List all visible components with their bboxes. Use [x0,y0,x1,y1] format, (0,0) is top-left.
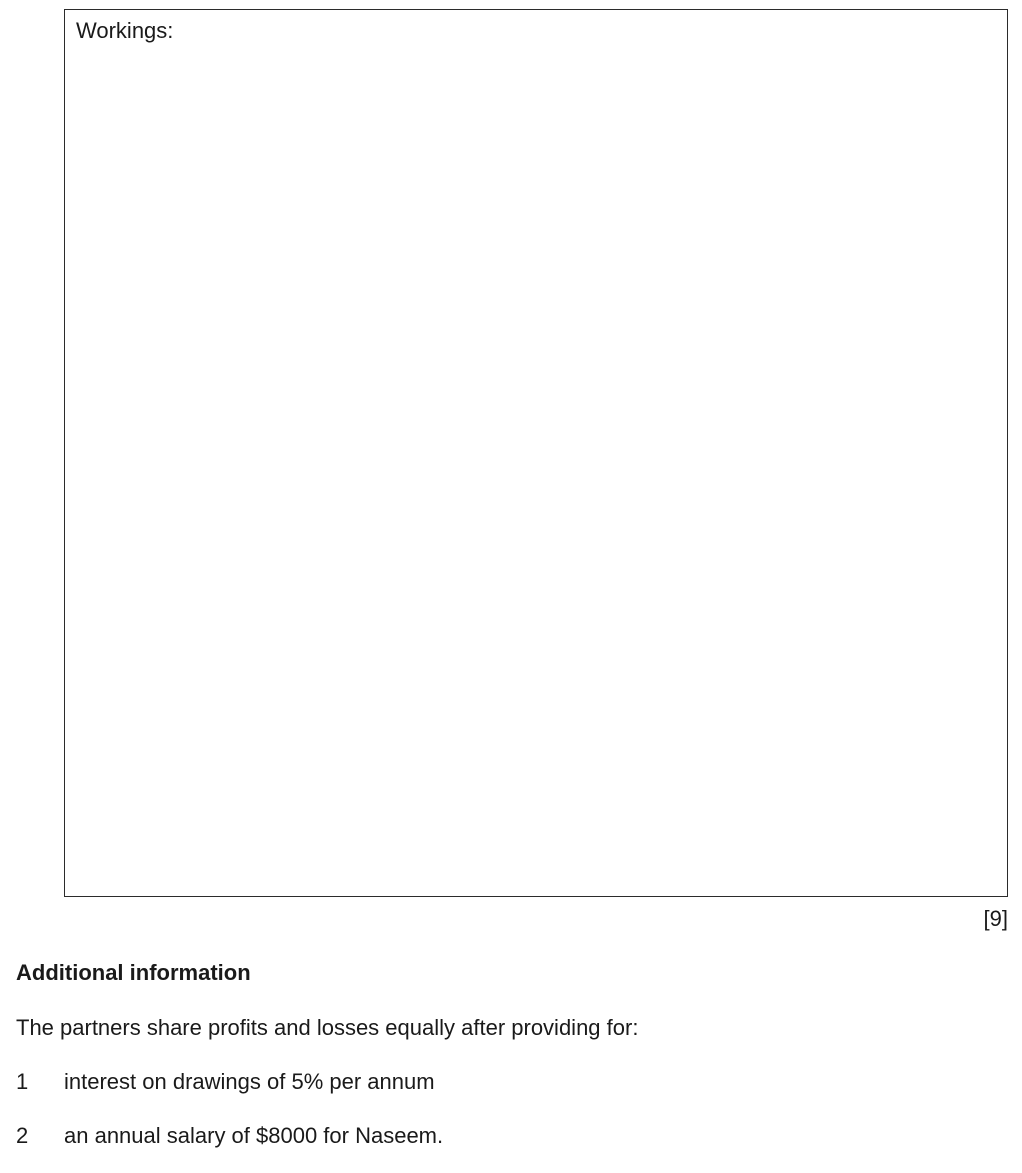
workings-label: Workings: [76,18,174,43]
list-item-number: 2 [16,1123,29,1148]
workings-answer-box[interactable] [64,9,1008,897]
intro-text: The partners share profits and losses equally after providing for: [16,1015,639,1040]
section-heading: Additional information [16,960,251,985]
list-item-number: 1 [16,1069,29,1094]
marks-allocation: [9] [983,906,1008,931]
list-item-text: an annual salary of $8000 for Naseem. [64,1123,444,1148]
list-item-text: interest on drawings of 5% per annum [64,1069,435,1094]
